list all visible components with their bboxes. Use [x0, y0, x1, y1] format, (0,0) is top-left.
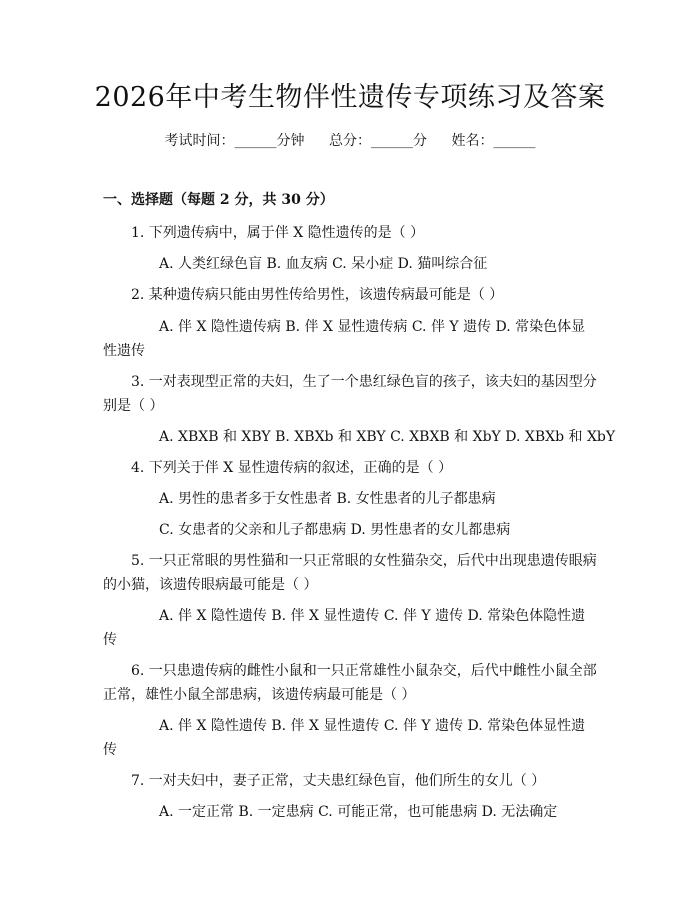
- question-stem: 4. 下列关于伴 X 显性遗传病的叙述，正确的是（ ）: [131, 460, 453, 476]
- page-title: 2026年中考生物伴性遗传专项练习及答案: [94, 82, 606, 113]
- question-stem: 5. 一只正常眼的男性猫和一只正常眼的女性猫杂交，后代中出现患遗传眼病: [131, 553, 597, 569]
- question-options: A. XBXB 和 XBY B. XBXb 和 XBY C. XBXB 和 XbY D. XBXb 和 XbY: [159, 429, 616, 445]
- question-options: C. 女患者的父亲和儿子都患病 D. 男性患者的女儿都患病: [159, 522, 511, 538]
- question-stem: 2. 某种遗传病只能由男性传给男性，该遗传病最可能是（ ）: [131, 287, 504, 303]
- question-options: A. 伴 X 隐性遗传 B. 伴 X 显性遗传 C. 伴 Y 遗传 D. 常染色体隐性遗: [159, 608, 586, 624]
- question-stem: 7. 一对夫妇中，妻子正常，丈夫患红绿色盲，他们所生的女儿（ ）: [131, 773, 546, 789]
- question-options: A. 伴 X 隐性遗传 B. 伴 X 显性遗传 C. 伴 Y 遗传 D. 常染色体显性遗: [159, 718, 586, 734]
- exam-meta: [0, 130, 700, 152]
- question-options: A. 男性的患者多于女性患者 B. 女性患者的儿子都患病: [159, 491, 496, 507]
- question-options: A. 一定正常 B. 一定患病 C. 可能正常，也可能患病 D. 无法确定: [159, 804, 558, 820]
- question-stem: 6. 一只患遗传病的雌性小鼠和一只正常雄性小鼠杂交，后代中雌性小鼠全部: [131, 663, 597, 679]
- question-options-continued: 性遗传: [103, 343, 145, 359]
- student-name-field: 姓名：______: [451, 133, 536, 149]
- question-stem-continued: 正常，雄性小鼠全部患病，该遗传病最可能是（ ）: [103, 687, 416, 703]
- section-heading: 一、选择题（每题 2 分，共 30 分）: [103, 192, 334, 208]
- question-options: A. 伴 X 隐性遗传病 B. 伴 X 显性遗传病 C. 伴 Y 遗传 D. 常染色体显: [159, 319, 586, 335]
- question-stem-continued: 别是（ ）: [103, 398, 164, 414]
- question-stem: 1. 下列遗传病中，属于伴 X 隐性遗传的是（ ）: [131, 225, 425, 241]
- total-score-field: 总分：______分: [329, 133, 427, 149]
- question-stem: 3. 一对表现型正常的夫妇，生了一个患红绿色盲的孩子，该夫妇的基因型分: [131, 374, 597, 390]
- question-options: A. 人类红绿色盲 B. 血友病 C. 呆小症 D. 猫叫综合征: [159, 256, 488, 272]
- question-options-continued: 传: [103, 742, 117, 758]
- exam-time-field: 考试时间：______分钟: [164, 133, 305, 149]
- question-stem-continued: 的小猫，该遗传眼病最可能是（ ）: [103, 577, 318, 593]
- question-options-continued: 传: [103, 632, 117, 648]
